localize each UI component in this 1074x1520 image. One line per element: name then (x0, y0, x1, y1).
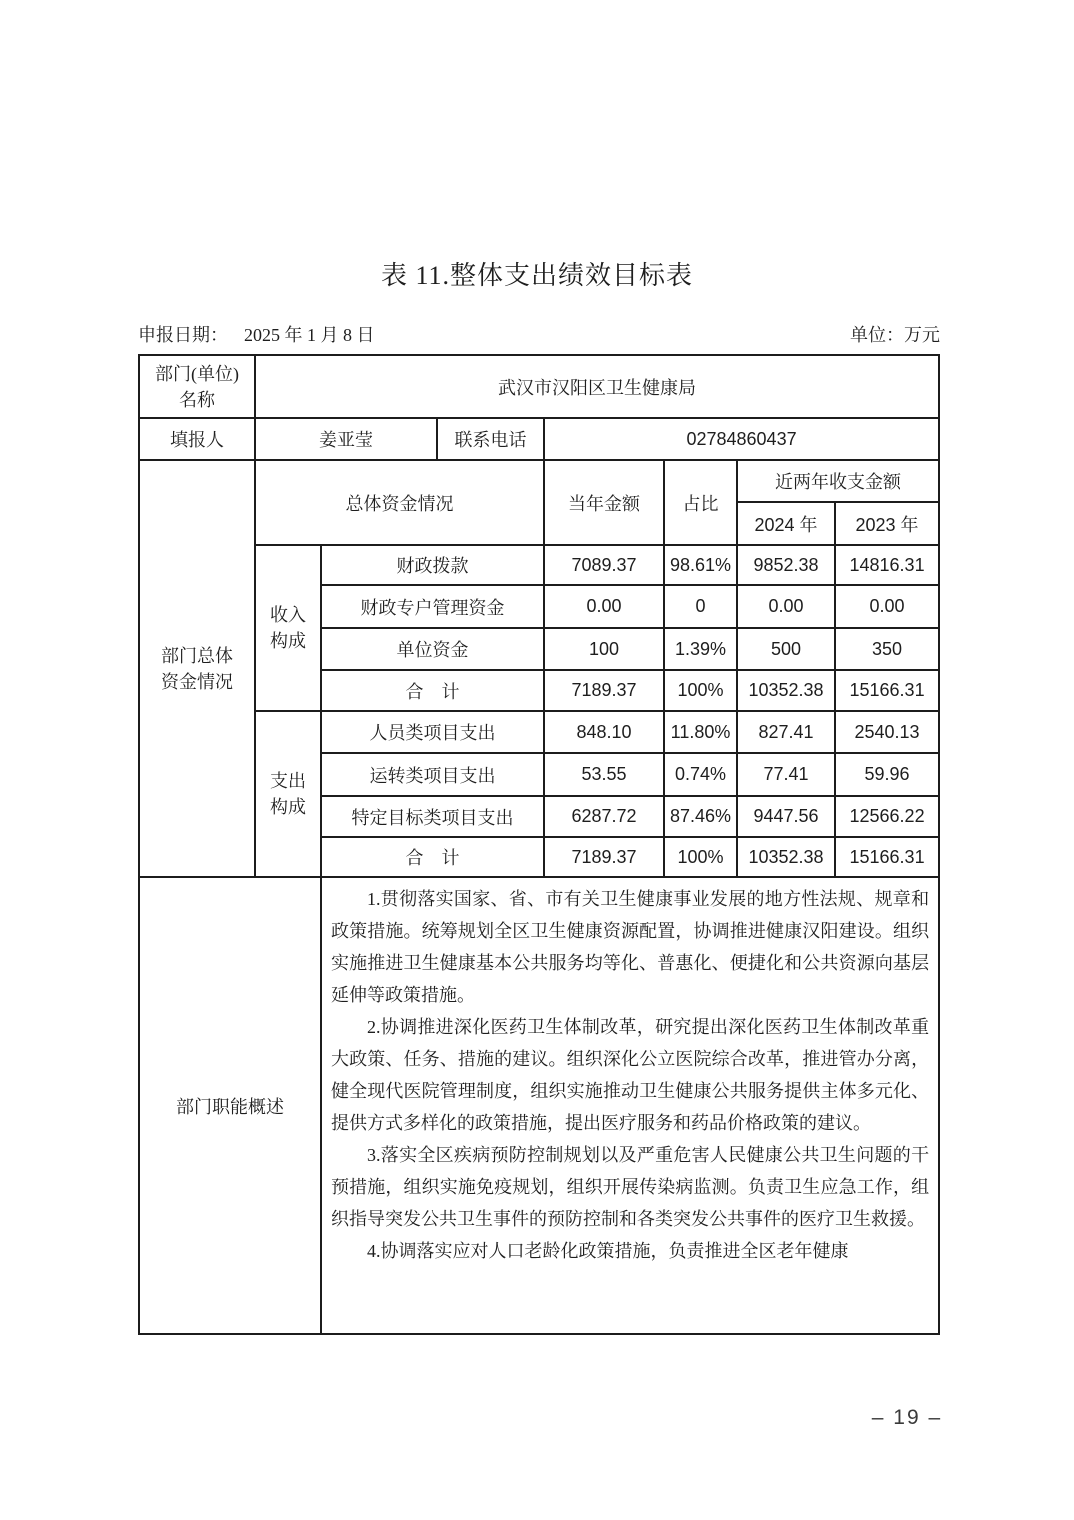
declare-date (138, 321, 375, 347)
funds-row-header (139, 460, 255, 877)
functions-text (321, 877, 939, 1334)
filler-name: 姜亚莹 (255, 418, 437, 460)
year-2023-header: 2023 年 (835, 502, 939, 545)
income-group-label (255, 545, 321, 711)
income-ratio: 0 (664, 585, 737, 628)
overall-funds-header: 总体资金情况 (255, 460, 544, 545)
current-amount-header: 当年金额 (544, 460, 664, 545)
label-line: 部门总体 (161, 645, 233, 666)
income-ratio: 1.39% (664, 628, 737, 670)
expense-total-label: 合 计 (321, 837, 544, 877)
label-line: 资金情况 (161, 671, 233, 692)
expense-item-name: 人员类项目支出 (321, 711, 544, 753)
expense-item-name: 运转类项目支出 (321, 753, 544, 796)
expense-ratio: 11.80% (664, 711, 737, 753)
income-2023: 350 (835, 628, 939, 670)
table-row (139, 460, 939, 502)
functions-paragraph: 2.协调推进深化医药卫生体制改革，研究提出深化医药卫生体制改革重大政策、任务、措施的建议。组织深化公立医院综合改革，推进管办分离，健全现代医院管理制度，组织实施推动卫生健康公共服务提供主体多元化、提供方式多样化的政策措施，提出医疗服务和药品价格政策的建议。 (331, 1017, 930, 1133)
income-item-name: 财政专户管理资金 (321, 585, 544, 628)
recent-years-header: 近两年收支金额 (737, 460, 939, 502)
income-total-ratio: 100% (664, 670, 737, 711)
table-row (139, 711, 939, 753)
page-title: 表 11.整体支出绩效目标表 (380, 261, 694, 290)
phone-value: 02784860437 (544, 418, 939, 460)
income-total-2023: 15166.31 (835, 670, 939, 711)
expense-2023: 59.96 (835, 753, 939, 796)
label-line: 部门(单位) (155, 363, 239, 384)
income-current: 100 (544, 628, 664, 670)
meta-row (138, 321, 940, 347)
expense-2024: 9447.56 (737, 796, 835, 837)
income-current: 7089.37 (544, 545, 664, 585)
label-line: 构成 (270, 631, 306, 651)
expense-2024: 77.41 (737, 753, 835, 796)
table-row (139, 418, 939, 460)
phone-label: 联系电话 (437, 418, 544, 460)
expense-total-ratio: 100% (664, 837, 737, 877)
expense-ratio: 0.74% (664, 753, 737, 796)
expense-total-current: 7189.37 (544, 837, 664, 877)
functions-paragraph: 3.落实全区疾病预防控制规划以及严重危害人民健康公共卫生问题的干预措施，组织实施免疫规划，组织开展传染病监测。负责卫生应急工作，组织指导突发公共卫生事件的预防控制和各类突发公共事件的医疗卫生救援。 (331, 1145, 930, 1229)
income-2023: 14816.31 (835, 545, 939, 585)
declare-date-label: 申报日期： (138, 325, 228, 345)
income-2023: 0.00 (835, 585, 939, 628)
table-row (139, 877, 939, 1334)
income-2024: 500 (737, 628, 835, 670)
income-current: 0.00 (544, 585, 664, 628)
year-2024-header: 2024 年 (737, 502, 835, 545)
table-row (139, 355, 939, 418)
expense-total-2023: 15166.31 (835, 837, 939, 877)
income-total-label: 合 计 (321, 670, 544, 711)
expense-2024: 827.41 (737, 711, 835, 753)
table-row (139, 545, 939, 585)
unit-label: 单位：万元 (850, 325, 940, 345)
label-line: 名称 (179, 389, 215, 410)
expense-current: 53.55 (544, 753, 664, 796)
label-line: 收入 (270, 605, 306, 625)
filler-label: 填报人 (139, 418, 255, 460)
expense-group-label (255, 711, 321, 877)
income-2024: 9852.38 (737, 545, 835, 585)
performance-table (138, 354, 940, 1335)
dept-name-label (139, 355, 255, 418)
expense-total-2024: 10352.38 (737, 837, 835, 877)
functions-paragraph: 1.贯彻落实国家、省、市有关卫生健康事业发展的地方性法规、规章和政策措施。统筹规划全区卫生健康资源配置，协调推进健康汉阳建设。组织实施推进卫生健康基本公共服务均等化、普惠化、便捷化和公共资源向基层延伸等政策措施。 (331, 889, 930, 1005)
income-total-current: 7189.37 (544, 670, 664, 711)
label-line: 支出 (270, 771, 306, 791)
ratio-header: 占比 (664, 460, 737, 545)
expense-ratio: 87.46% (664, 796, 737, 837)
income-total-2024: 10352.38 (737, 670, 835, 711)
income-2024: 0.00 (737, 585, 835, 628)
expense-current: 6287.72 (544, 796, 664, 837)
expense-2023: 12566.22 (835, 796, 939, 837)
declare-date-value: 2025 年 1 月 8 日 (244, 325, 375, 345)
income-item-name: 财政拨款 (321, 545, 544, 585)
expense-2023: 2540.13 (835, 711, 939, 753)
functions-label: 部门职能概述 (139, 877, 321, 1334)
expense-current: 848.10 (544, 711, 664, 753)
income-item-name: 单位资金 (321, 628, 544, 670)
income-ratio: 98.61% (664, 545, 737, 585)
expense-item-name: 特定目标类项目支出 (321, 796, 544, 837)
label-line: 构成 (270, 797, 306, 817)
page-number: – 19 – (871, 1406, 943, 1429)
dept-name-value: 武汉市汉阳区卫生健康局 (255, 355, 939, 418)
functions-paragraph: 4.协调落实应对人口老龄化政策措施，负责推进全区老年健康 (367, 1241, 849, 1261)
